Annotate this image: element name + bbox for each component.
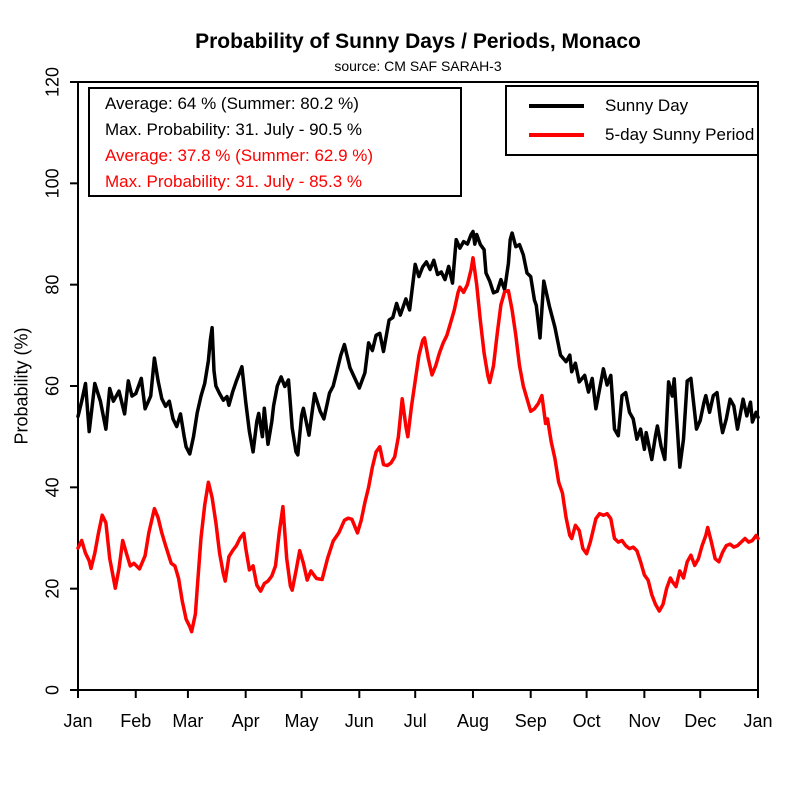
chart-subtitle: source: CM SAF SARAH-3 — [334, 58, 502, 74]
stats-annotation-box — [88, 87, 462, 197]
stats-line-4: Max. Probability: 31. July - 85.3 % — [105, 172, 363, 191]
legend-box — [505, 85, 759, 156]
x-tick-label: Jan — [743, 711, 773, 731]
y-tick-label: 120 — [42, 66, 63, 98]
x-tick-label: Feb — [120, 711, 152, 731]
legend-line-swatch — [529, 104, 584, 108]
legend-line-swatch — [529, 133, 584, 137]
series-line-5-day-sunny-period — [78, 258, 758, 632]
series-line-sunny-day — [78, 232, 758, 468]
x-tick-label: Sep — [514, 711, 547, 731]
x-tick-label: Mar — [172, 711, 204, 731]
legend-row — [507, 121, 757, 150]
x-tick-label: Apr — [231, 711, 260, 731]
stats-line-2: Max. Probability: 31. July - 90.5 % — [105, 120, 363, 139]
stats-line-3: Average: 37.8 % (Summer: 62.9 %) — [105, 146, 374, 165]
x-tick-label: Dec — [684, 711, 717, 731]
y-tick-label: 20 — [42, 578, 63, 599]
x-tick-label: May — [284, 711, 319, 731]
stats-line-1: Average: 64 % (Summer: 80.2 %) — [105, 94, 359, 113]
x-tick-label: Jul — [403, 711, 427, 731]
legend-label: Sunny Day — [605, 96, 689, 115]
y-tick-label: 100 — [42, 168, 63, 199]
y-tick-label: 40 — [42, 477, 63, 498]
x-tick-label: Oct — [572, 711, 601, 731]
x-tick-label: Jun — [344, 711, 374, 731]
x-tick-label: Aug — [456, 711, 489, 731]
legend-row — [507, 92, 757, 121]
y-tick-label: 0 — [42, 684, 63, 696]
x-tick-label: Jan — [63, 711, 93, 731]
chart-title: Probability of Sunny Days / Periods, Monaco — [195, 30, 641, 53]
legend-label: 5-day Sunny Period — [605, 125, 755, 144]
y-tick-label: 80 — [42, 274, 63, 295]
y-axis-label: Probability (%) — [11, 327, 32, 445]
y-tick-label: 60 — [42, 375, 63, 397]
x-tick-label: Nov — [628, 711, 661, 731]
